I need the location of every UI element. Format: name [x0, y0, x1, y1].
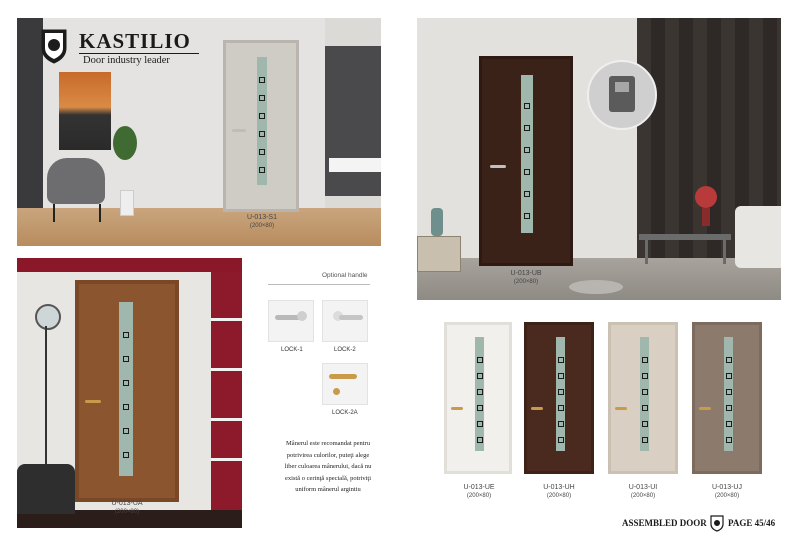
- size-label: (200×80): [714, 493, 740, 499]
- model-label: U-013-S1: [247, 214, 277, 221]
- footer-section: ASSEMBLED DOOR: [622, 518, 707, 528]
- brand-name: KASTILIO: [79, 29, 191, 53]
- scene-bottom-left: [17, 258, 242, 528]
- size-label: (200×80): [630, 493, 656, 499]
- footer-logo-icon: [710, 515, 724, 532]
- door-variants: [440, 320, 780, 510]
- size-label: (200×80): [513, 279, 539, 285]
- lock-2-image: [322, 300, 368, 342]
- footer-page: PAGE 45/46: [728, 518, 776, 528]
- variant-caption-uj: [702, 484, 752, 500]
- size-label: (200×80): [249, 223, 275, 229]
- caption-top-right: [501, 270, 551, 286]
- wall-painting: [59, 72, 111, 150]
- variant-caption-ue: [454, 484, 504, 500]
- scene-top-left: [17, 18, 381, 246]
- note-line: există o cerinţă specială, potriviţi: [284, 474, 372, 482]
- note-line: potrivirea culorilor, puteţi alege: [286, 451, 370, 459]
- note-line: liber culoarea mânerului, dacă nu: [284, 463, 372, 470]
- variant-caption-uh: [534, 484, 584, 500]
- floor-lamp: [35, 304, 61, 330]
- model-label: U-013-UE: [463, 484, 495, 491]
- coffee-table: [639, 234, 731, 240]
- size-label: (200×80): [466, 493, 492, 499]
- model-label: U-013-UB: [510, 270, 542, 277]
- brand-tagline: Door industry leader: [83, 55, 170, 66]
- handle-note: [266, 438, 390, 496]
- lock-1-label: LOCK-1: [281, 347, 303, 353]
- lock-2a-image: [322, 363, 368, 405]
- lock-1-image: [268, 300, 314, 342]
- kastilio-logo: [39, 28, 69, 64]
- note-line: uniform mânerul argintiu: [295, 486, 361, 493]
- door-variant-uj: [692, 322, 762, 474]
- size-label: (200×80): [546, 493, 572, 499]
- handles-title: Optional handle: [322, 272, 368, 279]
- caption-bottom-left: [102, 500, 152, 516]
- model-label: U-013-UJ: [712, 484, 742, 491]
- size-label: (200×80): [114, 509, 140, 515]
- footer: [616, 514, 786, 534]
- model-label: U-013-UH: [543, 484, 575, 491]
- door-variant-uh: [524, 322, 594, 474]
- armchair: [47, 158, 105, 204]
- door-variant-ue: [444, 322, 512, 474]
- note-line: Mânerul este recomandat pentru: [286, 440, 370, 447]
- door-u013-ua: [75, 280, 179, 502]
- scene-top-right: [417, 18, 781, 300]
- variant-caption-ui: [618, 484, 668, 500]
- door-u013-s1: [223, 40, 299, 212]
- lock-2a-label: LOCK-2A: [332, 410, 358, 416]
- sofa: [735, 206, 781, 268]
- lock-detail-inset: [587, 60, 657, 130]
- model-label: U-013-UA: [111, 500, 143, 507]
- door-variant-ui: [608, 322, 678, 474]
- door-u013-ub: [479, 56, 573, 266]
- lock-2-label: LOCK-2: [334, 347, 356, 353]
- caption-top-left: [237, 214, 287, 230]
- model-label: U-013-UI: [628, 484, 658, 491]
